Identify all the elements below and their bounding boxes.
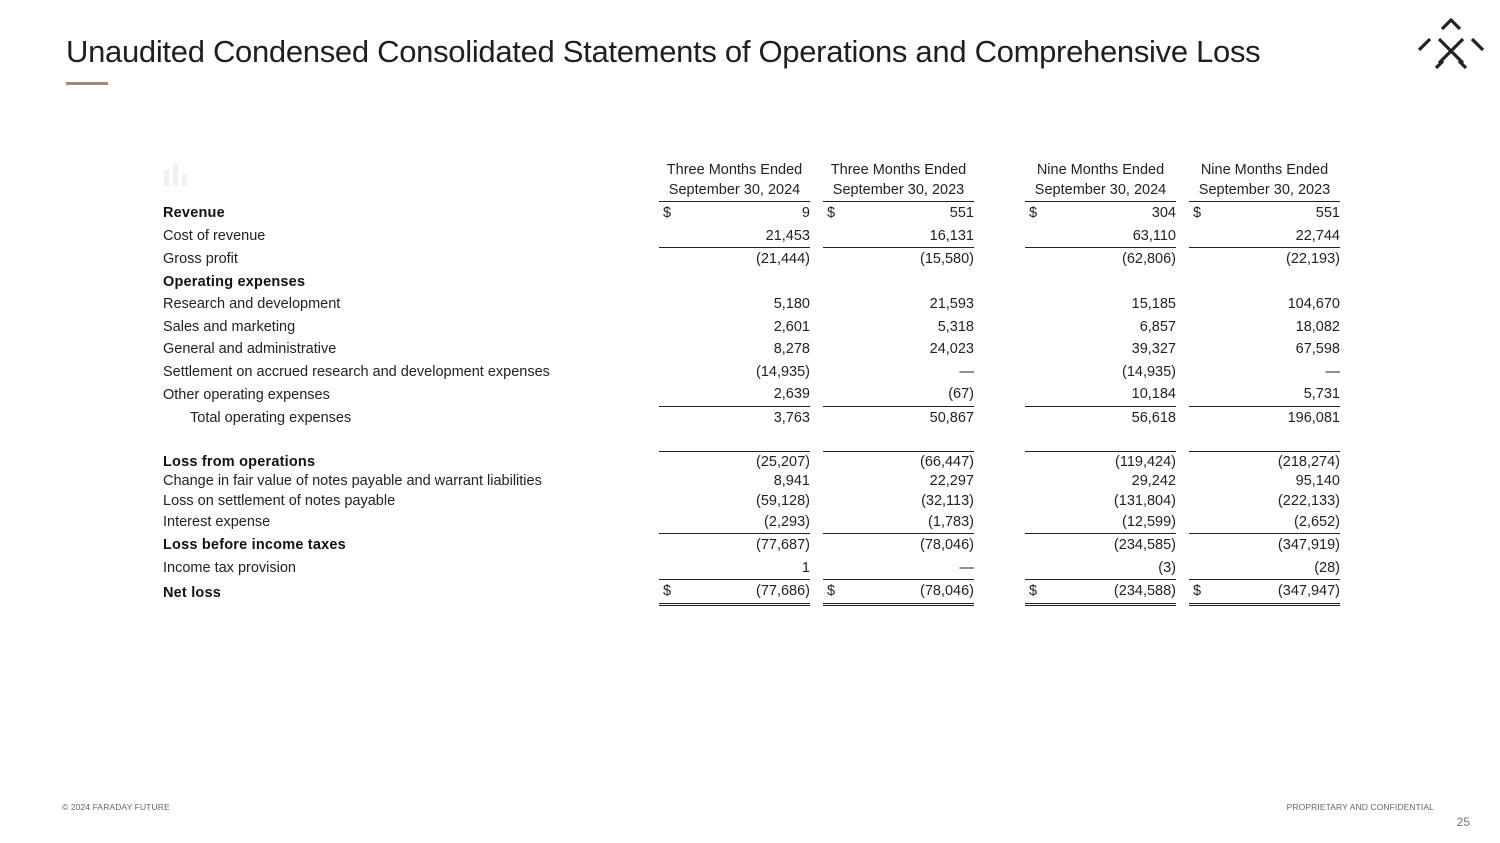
currency-symbol — [823, 225, 839, 249]
cell-value: (59,128) — [755, 492, 810, 509]
currency-symbol — [659, 557, 675, 581]
currency-symbol — [659, 407, 675, 430]
row-label: Revenue — [163, 205, 225, 222]
currency-symbol — [1025, 557, 1041, 581]
currency-symbol — [659, 383, 675, 407]
currency-symbol — [823, 293, 839, 316]
currency-symbol — [1025, 338, 1041, 361]
currency-symbol — [823, 383, 839, 407]
table-row — [160, 534, 1340, 557]
cell-value: (14,935) — [755, 363, 810, 380]
cell-value: (119,424) — [1115, 453, 1176, 470]
table-row — [160, 580, 1340, 606]
statement-of-operations-table — [160, 158, 1340, 606]
cell-value: — — [959, 363, 974, 380]
row-label: Gross profit — [163, 251, 238, 268]
cell-value: 22,744 — [1205, 225, 1340, 249]
cell-value — [1041, 271, 1176, 294]
currency-symbol — [1189, 361, 1205, 384]
cell-value: 2,601 — [773, 318, 810, 335]
currency-symbol — [1189, 225, 1205, 249]
currency-symbol — [1189, 271, 1205, 294]
currency-symbol — [659, 338, 675, 361]
cell-value: (25,207) — [755, 453, 810, 470]
faraday-future-logo-icon — [1416, 18, 1486, 72]
table-row — [160, 248, 1340, 271]
cell-value: (28) — [1205, 557, 1340, 581]
cell-value: 5,731 — [1205, 383, 1340, 407]
currency-symbol — [659, 452, 675, 472]
currency-symbol — [1025, 511, 1041, 535]
currency-symbol: $ — [823, 580, 839, 606]
cell-value: (234,588) — [1041, 580, 1176, 606]
row-label: Sales and marketing — [163, 318, 296, 335]
currency-symbol — [1189, 293, 1205, 316]
cell-value: (15,580) — [919, 251, 974, 268]
cell-value: (131,804) — [1113, 492, 1176, 509]
currency-symbol — [1025, 452, 1041, 472]
table-row — [160, 472, 1340, 492]
currency-symbol — [659, 271, 675, 294]
cell-value: 6,857 — [1139, 318, 1176, 335]
currency-symbol — [1025, 383, 1041, 407]
copyright-footer: © 2024 FARADAY FUTURE — [62, 802, 170, 812]
cell-value: 10,184 — [1041, 383, 1176, 407]
currency-symbol — [659, 293, 675, 316]
currency-symbol: $ — [1025, 580, 1041, 606]
table-row — [160, 407, 1340, 430]
table-row — [160, 338, 1340, 361]
row-label: Other operating expenses — [163, 386, 330, 403]
cell-value: (12,599) — [1041, 511, 1176, 535]
table-row — [160, 271, 1340, 294]
cell-value: (77,686) — [675, 580, 810, 606]
row-label: Interest expense — [163, 514, 271, 531]
confidential-footer: PROPRIETARY AND CONFIDENTIAL — [1286, 802, 1434, 812]
row-label: Research and development — [163, 296, 341, 313]
cell-value: 551 — [949, 205, 974, 222]
page-number: 25 — [1456, 815, 1470, 829]
currency-symbol — [1025, 407, 1041, 430]
cell-value: 8,941 — [773, 473, 810, 490]
cell-value: (14,935) — [1121, 363, 1176, 380]
currency-symbol — [1025, 472, 1041, 492]
currency-symbol — [823, 271, 839, 294]
currency-symbol — [1025, 316, 1041, 339]
cell-value: 39,327 — [1131, 341, 1176, 358]
currency-symbol — [659, 361, 675, 384]
currency-symbol — [823, 472, 839, 492]
table-row — [160, 491, 1340, 511]
currency-symbol — [1025, 248, 1041, 271]
cell-value: (78,046) — [839, 580, 974, 606]
currency-symbol — [659, 511, 675, 535]
currency-symbol — [1189, 316, 1205, 339]
cell-value: 9 — [801, 205, 810, 222]
currency-symbol — [659, 491, 675, 511]
column-header-9m-2023: Nine Months Ended September 30, 2023 — [1189, 158, 1340, 202]
cell-value: 21,593 — [929, 296, 974, 313]
currency-symbol — [823, 361, 839, 384]
currency-symbol — [1189, 491, 1205, 511]
currency-symbol — [823, 452, 839, 472]
cell-value: (67) — [839, 383, 974, 407]
currency-symbol — [823, 557, 839, 581]
currency-symbol — [1025, 293, 1041, 316]
currency-symbol — [659, 316, 675, 339]
currency-symbol — [823, 248, 839, 271]
currency-symbol — [659, 534, 675, 557]
cell-value: 5,318 — [937, 318, 974, 335]
table-row — [160, 225, 1340, 249]
cell-value — [675, 271, 810, 294]
currency-symbol: $ — [827, 205, 836, 222]
cell-value: (22,193) — [1285, 251, 1340, 268]
spacer-row — [160, 429, 1340, 452]
currency-symbol: $ — [1189, 580, 1205, 606]
table-row — [160, 202, 1340, 225]
title-accent-rule — [66, 82, 108, 85]
currency-symbol — [1025, 491, 1041, 511]
cell-value: (347,919) — [1277, 537, 1340, 554]
currency-symbol — [1025, 271, 1041, 294]
cell-value: 16,131 — [839, 225, 974, 249]
cell-value: — — [1325, 363, 1340, 380]
slide-title: Unaudited Condensed Consolidated Statements of Operations and Comprehensive Loss — [66, 34, 1261, 69]
cell-value: 104,670 — [1287, 296, 1340, 313]
row-label: Net loss — [163, 584, 222, 601]
currency-symbol — [1189, 383, 1205, 407]
row-label: Operating expenses — [163, 273, 306, 290]
table-row — [160, 511, 1340, 535]
currency-symbol — [823, 338, 839, 361]
cell-value: (78,046) — [919, 537, 974, 554]
currency-symbol — [1189, 248, 1205, 271]
cell-value: (347,947) — [1205, 580, 1340, 606]
table-row — [160, 383, 1340, 407]
row-label: Loss on settlement of notes payable — [163, 492, 396, 509]
cell-value: 21,453 — [675, 225, 810, 249]
currency-symbol — [1025, 225, 1041, 249]
cell-value: (3) — [1041, 557, 1176, 581]
currency-symbol: $ — [1193, 205, 1202, 222]
cell-value: 22,297 — [929, 473, 974, 490]
cell-value: (77,687) — [755, 537, 810, 554]
table-row — [160, 293, 1340, 316]
currency-symbol — [659, 472, 675, 492]
cell-value: (218,274) — [1277, 453, 1340, 470]
cell-value: (62,806) — [1121, 251, 1176, 268]
currency-symbol — [1189, 407, 1205, 430]
table-row — [160, 557, 1340, 581]
cell-value: — — [839, 557, 974, 581]
cell-value: 67,598 — [1295, 341, 1340, 358]
cell-value: (2,652) — [1205, 511, 1340, 535]
row-label: Cost of revenue — [163, 228, 266, 245]
cell-value: 8,278 — [773, 341, 810, 358]
cell-value: (222,133) — [1277, 492, 1340, 509]
row-label: Loss before income taxes — [163, 537, 346, 554]
cell-value: (1,783) — [839, 511, 974, 535]
cell-value: 63,110 — [1041, 225, 1176, 249]
cell-value: 196,081 — [1287, 409, 1340, 426]
cell-value: 95,140 — [1295, 473, 1340, 490]
currency-symbol: $ — [1029, 205, 1038, 222]
cell-value: 29,242 — [1131, 473, 1176, 490]
cell-value: 15,185 — [1131, 296, 1176, 313]
cell-value: 18,082 — [1295, 318, 1340, 335]
row-label: Settlement on accrued research and development expenses — [163, 363, 550, 380]
row-label: General and administrative — [163, 341, 337, 358]
cell-value: 56,618 — [1131, 409, 1176, 426]
column-header-q3-2023: Three Months Ended September 30, 2023 — [823, 158, 974, 202]
currency-symbol: $ — [663, 205, 672, 222]
cell-value — [1205, 271, 1340, 294]
cell-value: (32,113) — [921, 492, 974, 509]
column-header-9m-2024: Nine Months Ended September 30, 2024 — [1025, 158, 1176, 202]
currency-symbol — [823, 316, 839, 339]
table-row — [160, 361, 1340, 384]
cell-value: 5,180 — [773, 296, 810, 313]
cell-value: (234,585) — [1113, 537, 1176, 554]
cell-value: 50,867 — [929, 409, 974, 426]
cell-value: 24,023 — [929, 341, 974, 358]
currency-symbol — [823, 407, 839, 430]
currency-symbol — [659, 225, 675, 249]
row-label: Change in fair value of notes payable and warrant liabilities — [163, 473, 542, 490]
row-label: Total operating expenses — [190, 409, 352, 426]
currency-symbol — [823, 511, 839, 535]
currency-symbol — [1025, 534, 1041, 557]
currency-symbol — [1189, 338, 1205, 361]
cell-value: (21,444) — [755, 251, 810, 268]
currency-symbol — [659, 248, 675, 271]
cell-value: 551 — [1315, 205, 1340, 222]
currency-symbol — [823, 534, 839, 557]
cell-value: 2,639 — [675, 383, 810, 407]
cell-value: 3,763 — [773, 409, 810, 426]
currency-symbol — [1189, 452, 1205, 472]
currency-symbol — [1189, 557, 1205, 581]
cell-value: (66,447) — [919, 453, 974, 470]
column-header-q3-2024: Three Months Ended September 30, 2024 — [659, 158, 810, 202]
cell-value: 1 — [675, 557, 810, 581]
currency-symbol — [1189, 511, 1205, 535]
table-row — [160, 452, 1340, 472]
currency-symbol: $ — [659, 580, 675, 606]
cell-value — [839, 271, 974, 294]
header-row — [160, 158, 1340, 202]
cell-value: (2,293) — [675, 511, 810, 535]
currency-symbol — [1025, 361, 1041, 384]
table-row — [160, 316, 1340, 339]
cell-value: 304 — [1151, 205, 1176, 222]
currency-symbol — [823, 491, 839, 511]
currency-symbol — [1189, 472, 1205, 492]
row-label: Income tax provision — [163, 560, 296, 577]
currency-symbol — [1189, 534, 1205, 557]
row-label: Loss from operations — [163, 453, 316, 470]
